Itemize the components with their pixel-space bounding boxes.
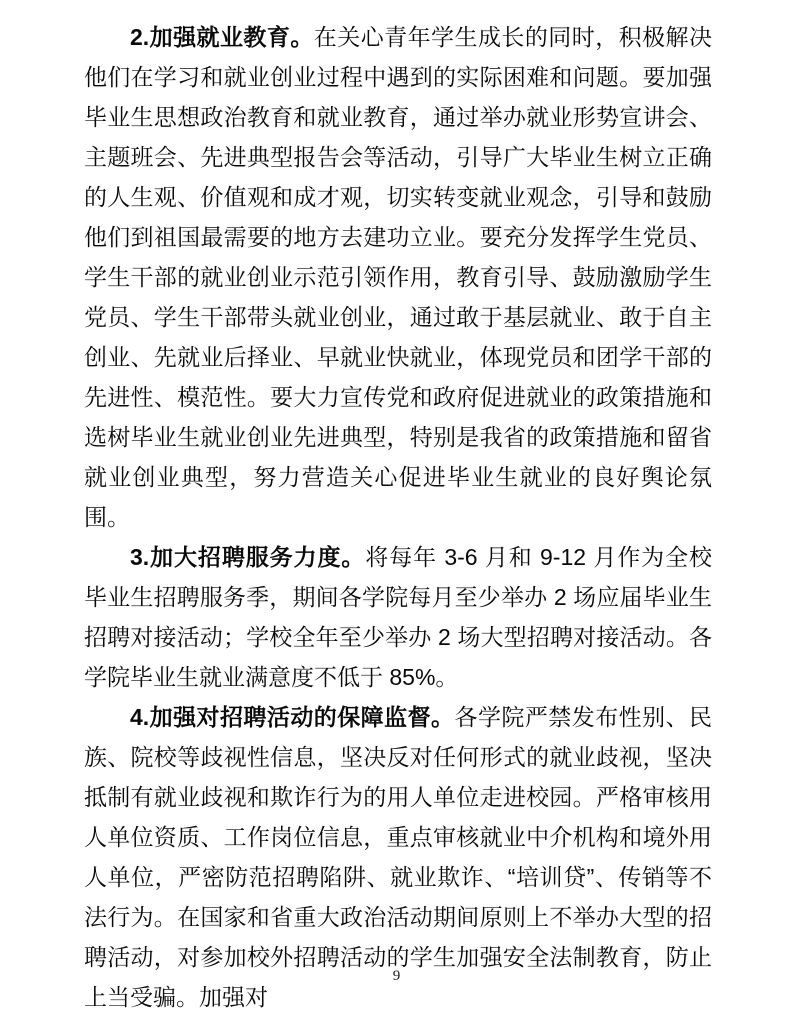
paragraph-heading: 2.加强就业教育。 — [130, 24, 314, 50]
document-body — [84, 17, 712, 1014]
paragraph-text: 在关心青年学生成长的同时，积极解决他们在学习和就业创业过程中遇到的实际困难和问题。要加强毕业生思想政治教育和就业教育，通过举办就业形势宣讲会、主题班会、先进典型报告会等活动，引导广大毕业生树立正确的人生观、价值观和成才观，切实转变就业观念，引导和鼓励他们到祖国最需要的地方去建功立业。要充分发挥学生党员、学生干部的就业创业示范引领作用，教育引导、鼓励激励学生党员、学生干部带头就业创业，通过敢于基层就业、敢于自主创业、先就业后择业、早就业快就业，体现党员和团学干部的先进性、模范性。要大力宣传党和政府促进就业的政策措施和选树毕业生就业创业先进典型，特别是我省的政策措施和留省就业创业典型，努力营造关心促进毕业生就业的良好舆论氛围。 — [84, 24, 713, 530]
paragraph — [84, 537, 712, 697]
paragraph-heading: 4.加强对招聘活动的保障监督。 — [130, 704, 455, 730]
page-number: 9 — [392, 968, 401, 984]
paragraph-text: 各学院严禁发布性别、民族、院校等歧视性信息，坚决反对任何形式的就业歧视，坚决抵制有就业歧视和欺诈行为的用人单位走进校园。严格审核用人单位资质、工作岗位信息，重点审核就业中介机构和境外用人单位，严密防范招聘陷阱、就业欺诈、“培训贷”、传销等不法行为。在国家和省重大政治活动期间原则上不举办大型的招聘活动，对参加校外招聘活动的学生加强安全法制教育，防止上当受骗。加强对 — [84, 704, 713, 1010]
paragraph — [84, 17, 712, 537]
paragraph-text: 将每年 3-6 月和 9-12 月作为全校毕业生招聘服务季，期间各学院每月至少举办 2 场应届毕业生招聘对接活动；学校全年至少举办 2 场大型招聘对接活动。各学院毕业生就业满意度不低于 85%。 — [84, 544, 713, 690]
paragraph-heading: 3.加大招聘服务力度。 — [130, 544, 366, 570]
